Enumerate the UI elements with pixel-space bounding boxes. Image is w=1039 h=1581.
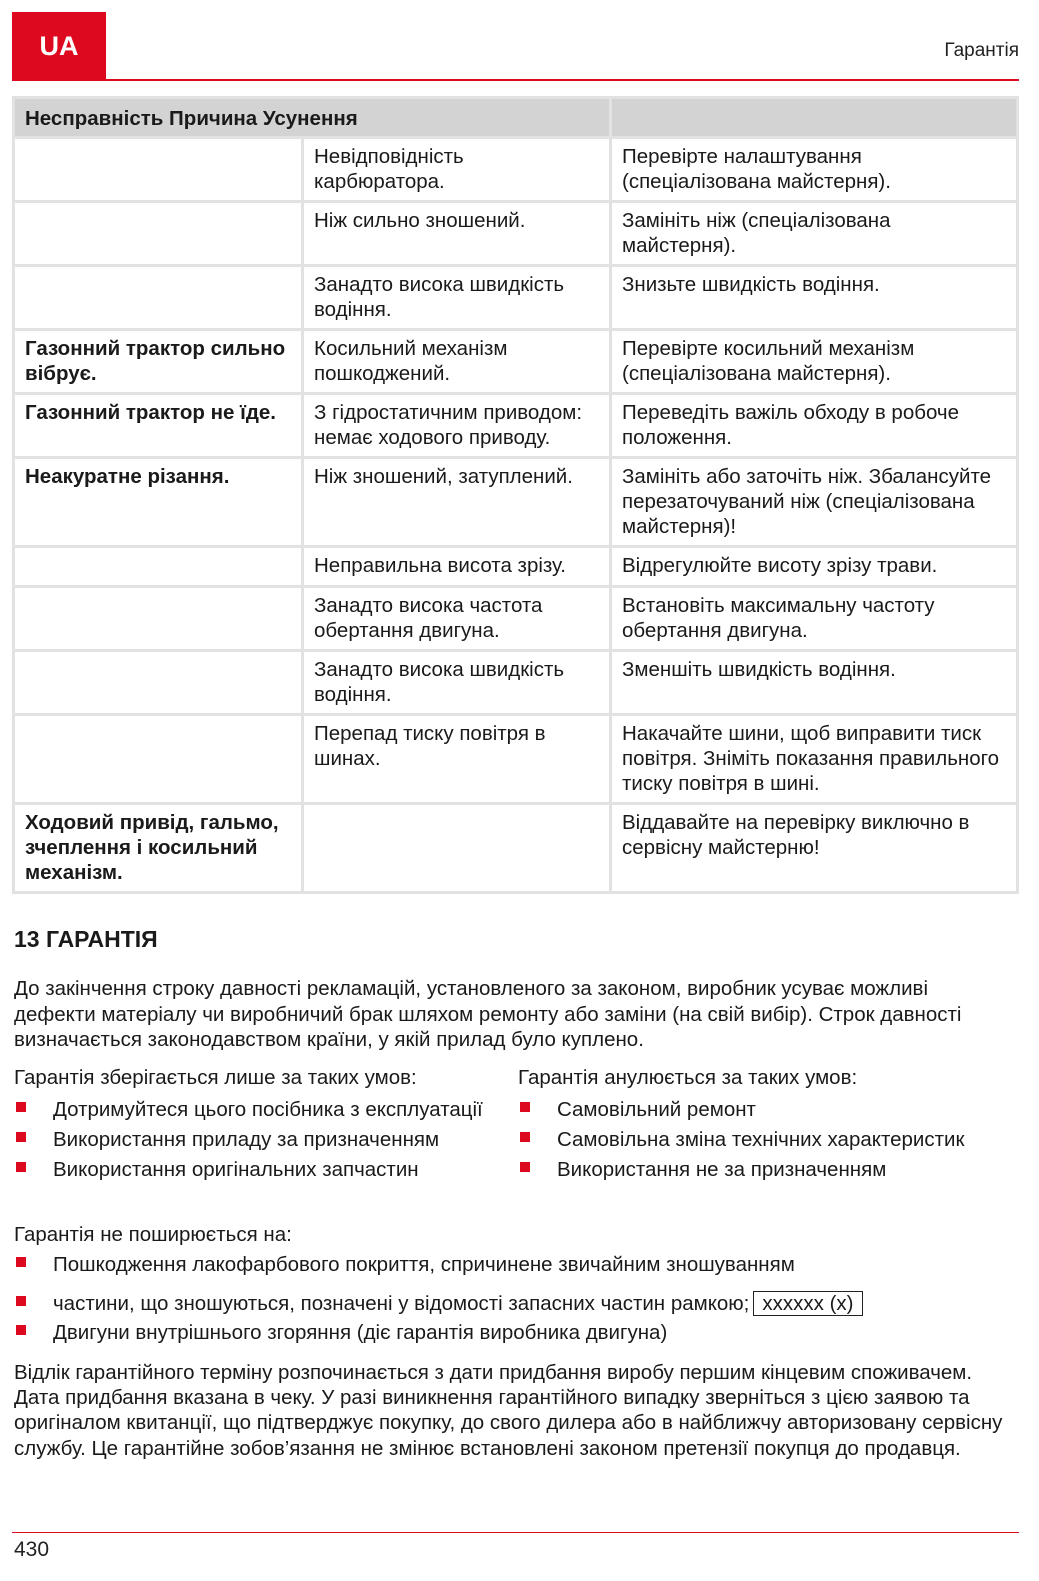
fault-cell — [14, 266, 303, 330]
table-header-empty — [611, 98, 1018, 138]
bullet-square-icon — [16, 1162, 26, 1172]
remedy-cell: Замініть або заточіть ніж. Збалансуйте перезаточуваний ніж (спеціалізована майстерня)! — [611, 458, 1018, 547]
table-row — [14, 458, 1018, 547]
cause-cell — [303, 804, 611, 893]
cause-cell: Перепад тиску повітря в шинах. — [303, 715, 611, 804]
table-row — [14, 804, 1018, 893]
warranty-exclusions-heading: Гарантія не поширюється на: — [14, 1223, 292, 1246]
remedy-cell: Віддавайте на перевірку виключно в сервісну майстерню! — [611, 804, 1018, 893]
cause-cell: Ніж зношений, затуплений. — [303, 458, 611, 547]
remedy-cell: Накачайте шини, щоб виправити тиск повітря. Зніміть показання правильного тиску повітря в шині. — [611, 715, 1018, 804]
list-item: Використання не за призначенням — [518, 1157, 1018, 1182]
fault-cell — [14, 202, 303, 266]
table-row — [14, 394, 1018, 458]
bullet-square-icon — [520, 1132, 530, 1142]
section-title-header: Гарантія — [944, 40, 1019, 61]
header-divider — [12, 79, 1019, 81]
remedy-cell: Зменшіть швидкість водіння. — [611, 651, 1018, 715]
fault-cell — [14, 547, 303, 587]
warranty-closing-paragraph: Відлік гарантійного терміну розпочинається з дати придбання виробу першим кінцевим споживачем. Дата придбання вказана в чеку. У разі виникнення гарантійного випадку зверніться з цією заявою та оригіналом квитанції, що підтверджує покупку, до свого дилера або в найближчу авторизовану сервісну службу. Це гарантійне зобов’язання не змінює встановлені законом претензії покупця до продавця. — [14, 1361, 1003, 1460]
fault-cell: Газонний трактор не їде. — [14, 394, 303, 458]
table-row — [14, 587, 1018, 651]
remedy-cell: Встановіть максимальну частоту обертання двигуна. — [611, 587, 1018, 651]
warranty-void-heading: Гарантія анулюється за таких умов: — [518, 1066, 858, 1089]
cause-cell: Ніж сильно зношений. — [303, 202, 611, 266]
warranty-intro-paragraph: До закінчення строку давності рекламацій, установленого за законом, виробник усуває можливі дефекти матеріалу чи виробничий брак шляхом ремонту або заміни (на свій вибір). Строк давності визначається законодавством країни, у якій прилад було куплено. — [14, 977, 962, 1051]
troubleshooting-table — [12, 96, 1019, 894]
cause-cell: Занадто висока швидкість водіння. — [303, 266, 611, 330]
cause-cell: Косильний механізм пошкоджений. — [303, 330, 611, 394]
bullet-square-icon — [520, 1162, 530, 1172]
list-item: Самовільна зміна технічних характеристик — [518, 1127, 1018, 1152]
list-item: Використання приладу за призначенням — [14, 1127, 504, 1152]
table-row — [14, 202, 1018, 266]
bullet-square-icon — [16, 1102, 26, 1112]
warranty-exclusions-list — [14, 1252, 1014, 1345]
fault-cell: Ходовий привід, гальмо, зчеплення і косильний механізм. — [14, 804, 303, 893]
table-row — [14, 138, 1018, 202]
list-item: частини, що зношуються, позначені у відомості запасних частин рамкою; xxxxxx (x) — [14, 1291, 1014, 1316]
part-code-box: xxxxxx (x) — [753, 1291, 862, 1316]
bullet-square-icon — [16, 1132, 26, 1142]
table-header-label: Несправність Причина Усунення — [14, 98, 611, 138]
table-row — [14, 715, 1018, 804]
bullet-square-icon — [520, 1102, 530, 1112]
list-item: Самовільний ремонт — [518, 1097, 1018, 1122]
remedy-cell: Замініть ніж (спеціалізована майстерня). — [611, 202, 1018, 266]
list-item: Дотримуйтеся цього посібника з експлуатації — [14, 1097, 504, 1122]
footer-divider — [12, 1532, 1019, 1533]
fault-cell — [14, 587, 303, 651]
cause-cell: Занадто висока швидкість водіння. — [303, 651, 611, 715]
page-number: 430 — [14, 1538, 50, 1561]
bullet-square-icon — [16, 1257, 26, 1267]
fault-cell — [14, 715, 303, 804]
table-row — [14, 266, 1018, 330]
fault-cell: Неакуратне різання. — [14, 458, 303, 547]
language-badge: UA — [12, 12, 106, 80]
cause-cell: Невідповідність карбюратора. — [303, 138, 611, 202]
table-row — [14, 547, 1018, 587]
warranty-void-list — [518, 1097, 1018, 1182]
fault-cell — [14, 651, 303, 715]
warranty-valid-list — [14, 1097, 504, 1182]
table-header-row — [14, 98, 1018, 138]
remedy-cell: Знизьте швидкість водіння. — [611, 266, 1018, 330]
bullet-square-icon — [16, 1296, 26, 1306]
cause-cell: З гідростатичним приводом: немає ходового приводу. — [303, 394, 611, 458]
remedy-cell: Перевірте налаштування (спеціалізована майстерня). — [611, 138, 1018, 202]
remedy-cell: Перевірте косильний механізм (спеціалізована майстерня). — [611, 330, 1018, 394]
cause-cell: Занадто висока частота обертання двигуна. — [303, 587, 611, 651]
list-item: Двигуни внутрішнього згоряння (діє гарантія виробника двигуна) — [14, 1320, 1014, 1345]
warranty-valid-heading: Гарантія зберігається лише за таких умов: — [14, 1066, 417, 1089]
table-row — [14, 330, 1018, 394]
warranty-section-title: 13 ГАРАНТІЯ — [14, 926, 158, 952]
cause-cell: Неправильна висота зрізу. — [303, 547, 611, 587]
remedy-cell: Відрегулюйте висоту зрізу трави. — [611, 547, 1018, 587]
table-row — [14, 651, 1018, 715]
fault-cell: Газонний трактор сильно вібрує. — [14, 330, 303, 394]
list-item: Пошкодження лакофарбового покриття, спричинене звичайним зношуванням — [14, 1252, 1014, 1277]
remedy-cell: Переведіть важіль обходу в робоче положення. — [611, 394, 1018, 458]
list-item: Використання оригінальних запчастин — [14, 1157, 504, 1182]
bullet-square-icon — [16, 1325, 26, 1335]
fault-cell — [14, 138, 303, 202]
